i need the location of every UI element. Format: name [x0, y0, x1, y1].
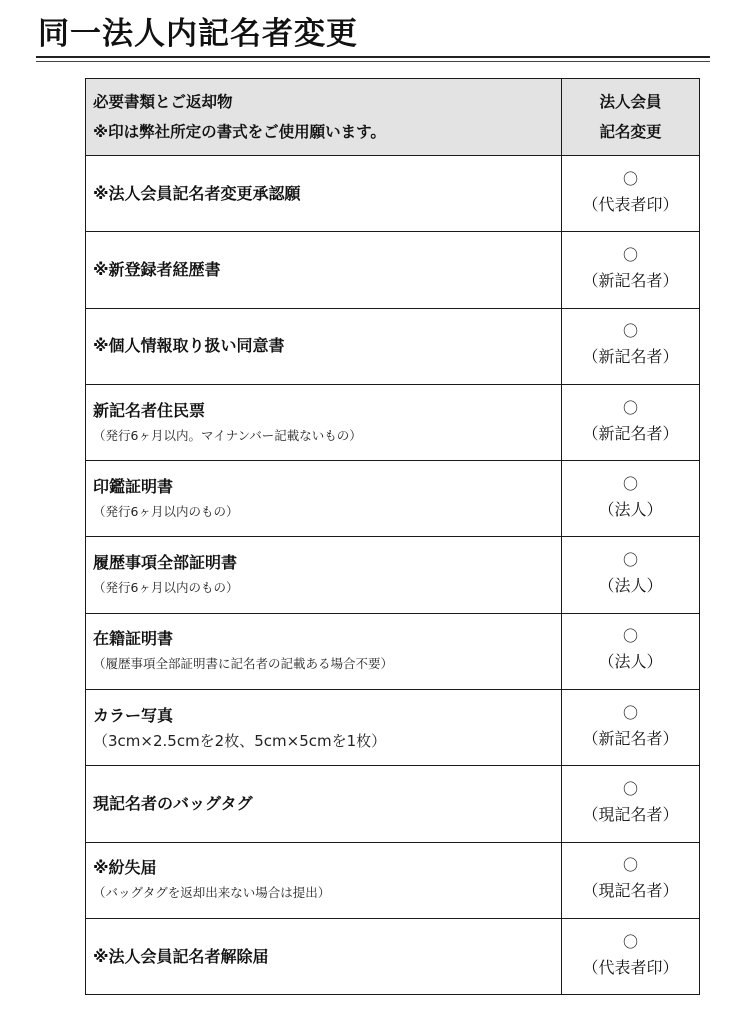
required-circle-mark: 〇 — [622, 322, 638, 341]
requirement-cell — [562, 156, 700, 232]
table-row — [86, 766, 700, 842]
document-name: ※法人会員記名者解除届 — [93, 946, 269, 966]
header-documents-cell — [86, 79, 562, 156]
table-row — [86, 613, 700, 689]
document-cell — [86, 918, 562, 994]
table-row — [86, 918, 700, 994]
required-circle-mark: 〇 — [622, 245, 638, 264]
required-circle-mark: 〇 — [622, 474, 638, 493]
requirement-cell — [562, 690, 700, 766]
document-name: 新記名者住民票 — [93, 400, 206, 420]
document-cell — [86, 308, 562, 384]
document-cell — [86, 766, 562, 842]
document-note: （発行6ヶ月以内のもの） — [93, 503, 239, 519]
responsible-party: （現記名者） — [582, 805, 679, 825]
header-corporate-change-cell — [562, 79, 700, 156]
responsible-party: （新記名者） — [582, 728, 679, 748]
document-name: ※紛失届 — [93, 858, 157, 878]
table-row — [86, 384, 700, 460]
requirement-cell — [562, 613, 700, 689]
required-circle-mark: 〇 — [622, 398, 638, 417]
requirement-cell — [562, 384, 700, 460]
document-cell — [86, 613, 562, 689]
responsible-party: （代表者印） — [582, 194, 679, 214]
responsible-party: （現記名者） — [582, 881, 679, 901]
responsible-party: （法人） — [598, 576, 663, 596]
document-name: ※個人情報取り扱い同意書 — [93, 336, 285, 356]
document-cell — [86, 690, 562, 766]
document-cell — [86, 156, 562, 232]
document-name: 履歴事項全部証明書 — [93, 553, 238, 573]
document-name: カラー写真 — [93, 705, 174, 725]
responsible-party: （法人） — [598, 499, 663, 519]
title-underline-thin — [36, 61, 710, 62]
required-circle-mark: 〇 — [622, 627, 638, 646]
responsible-party: （法人） — [598, 652, 663, 672]
document-cell — [86, 537, 562, 613]
document-name: 在籍証明書 — [93, 629, 174, 649]
responsible-party: （代表者印） — [582, 957, 679, 977]
title-underline-thick — [36, 56, 710, 58]
header-documents-note: ※印は弊社所定の書式をご使用願います。 — [93, 123, 386, 141]
document-note: （発行6ヶ月以内のもの） — [93, 580, 239, 596]
required-circle-mark: 〇 — [622, 703, 638, 722]
document-cell — [86, 842, 562, 918]
document-note: （バッグタグを返却出来ない場合は提出） — [93, 885, 331, 901]
required-circle-mark: 〇 — [622, 780, 638, 799]
document-cell — [86, 384, 562, 460]
requirement-cell — [562, 918, 700, 994]
document-note: （3cm×2.5cmを2枚、5cm×5cmを1枚） — [93, 731, 387, 750]
table-row — [86, 461, 700, 537]
document-note: （発行6ヶ月以内。マイナンバー記載ないもの） — [93, 427, 362, 443]
table-header-row — [86, 79, 700, 156]
document-name: 印鑑証明書 — [93, 476, 174, 496]
responsible-party: （新記名者） — [582, 423, 679, 443]
table-row — [86, 156, 700, 232]
requirement-cell — [562, 842, 700, 918]
header-corporate-member: 法人会員 — [599, 93, 662, 111]
requirement-cell — [562, 232, 700, 308]
page-title: 同一法人内記名者変更 — [38, 16, 358, 52]
document-cell — [86, 232, 562, 308]
requirement-cell — [562, 537, 700, 613]
required-circle-mark: 〇 — [622, 551, 638, 570]
document-note: （履歴事項全部証明書に記名者の記載ある場合不要） — [93, 656, 394, 672]
document-cell — [86, 461, 562, 537]
table-row — [86, 842, 700, 918]
document-name: ※新登録者経歴書 — [93, 259, 221, 279]
requirement-cell — [562, 766, 700, 842]
table-row — [86, 232, 700, 308]
requirement-cell — [562, 461, 700, 537]
table-row — [86, 537, 700, 613]
responsible-party: （新記名者） — [582, 347, 679, 367]
table-row — [86, 690, 700, 766]
required-circle-mark: 〇 — [622, 932, 638, 951]
header-name-change: 記名変更 — [599, 123, 662, 141]
document-name: 現記名者のバッグタグ — [93, 794, 253, 814]
required-documents-table — [85, 78, 700, 995]
document-name: ※法人会員記名者変更承認願 — [93, 183, 301, 203]
table-row — [86, 308, 700, 384]
required-circle-mark: 〇 — [622, 169, 638, 188]
required-circle-mark: 〇 — [622, 856, 638, 875]
header-documents-title: 必要書類とご返却物 — [93, 93, 233, 111]
requirement-cell — [562, 308, 700, 384]
responsible-party: （新記名者） — [582, 270, 679, 290]
